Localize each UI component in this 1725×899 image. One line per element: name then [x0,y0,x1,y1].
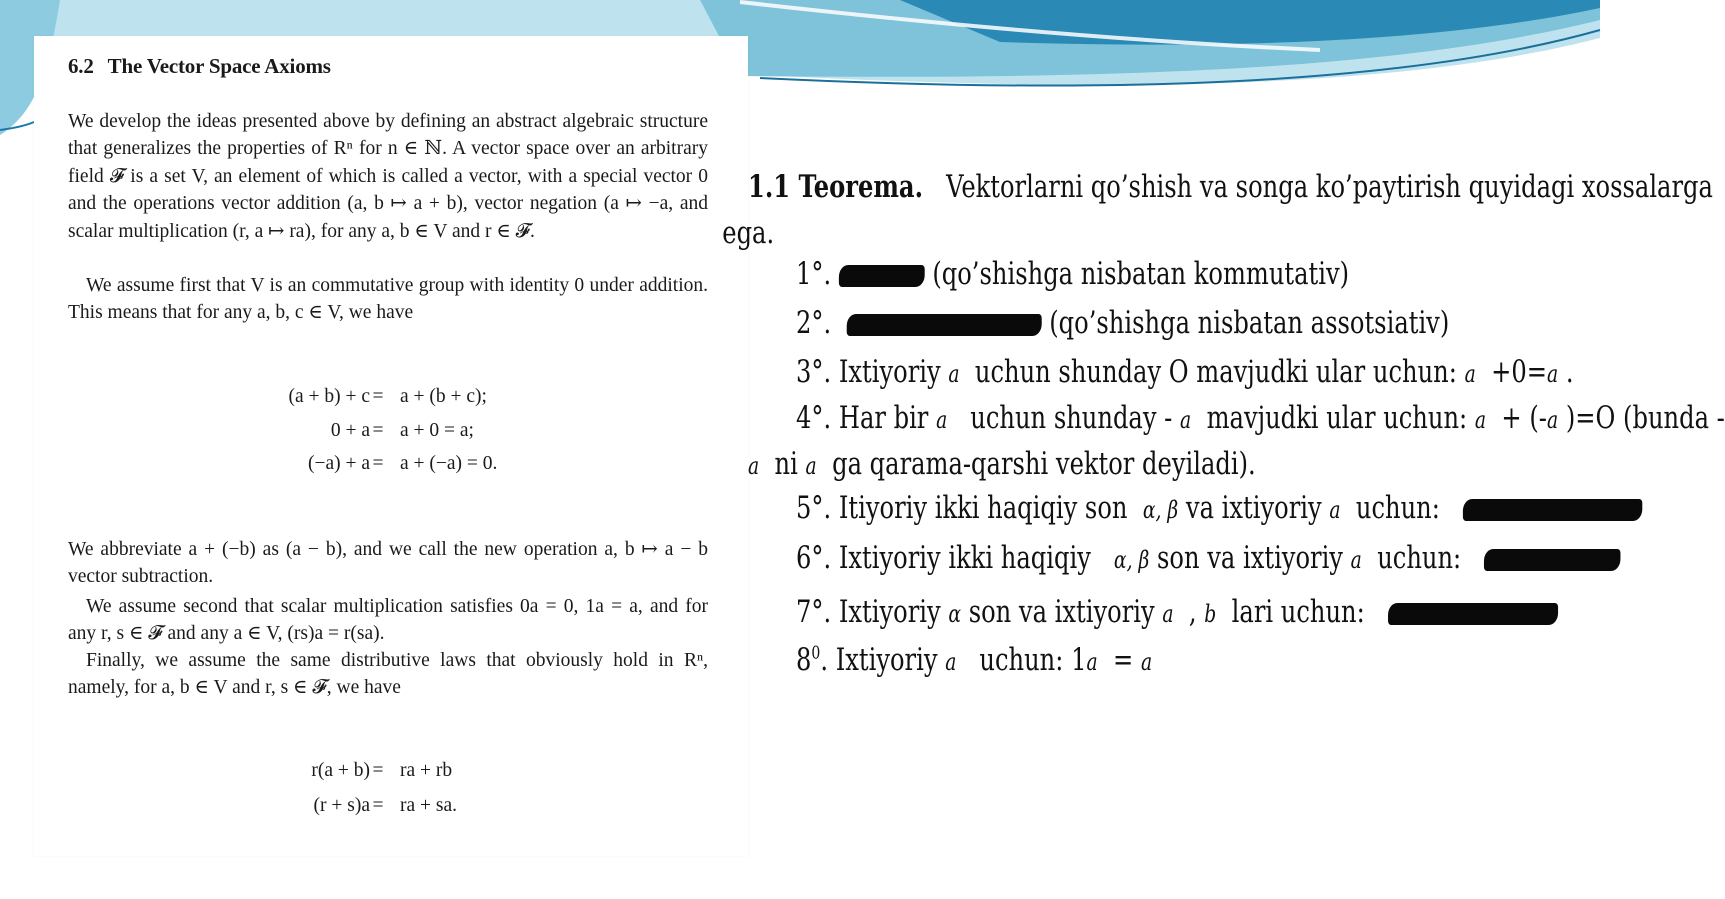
book-page-image [34,36,748,856]
paragraph-subtraction: We abbreviate a + (−b) as (a − b), and we call the new operation a, b ↦ a − b vector subtraction. [68,539,708,588]
theorem-label: 1.1 Teorema. [748,169,924,205]
property-item-8: $8^0$. Ixtiyoriy a uchun: 1a = a [796,642,1153,678]
equation-row: r(a + b) = ra + rb [311,760,453,781]
equation-row: (a + b) + c = a + (b + c); [288,386,487,407]
theorem-text-continued: ega. [722,215,775,251]
property-item-4: 4°. Har bir a uchun shunday - a mavjudki ular uchun: a + (-a )=O (bunda - [796,400,1725,436]
section-title: The Vector Space Axioms [107,54,331,78]
property-item-5: 5°. Itiyoriy ikki haqiqiy son α, β va ixtiyoriy a uchun: [796,490,1642,526]
property-item-3: 3°. Ixtiyoriy a uchun shunday O mavjudki ular uchun: a +0=a . [796,354,1574,390]
paragraph-scalar-multiplication: We assume second that scalar multiplication satisfies 0a = 0, 1a = a, and for any r, s ∈ 𝓕 and any a ∈ V, (rs)a = r(sa). [68,596,708,645]
theorem-text: Vektorlarni qo’shish va songa ko’paytirish quyidagi xossalarga [946,169,1713,205]
theorem-statement [722,164,1713,256]
paragraph-commutative-group: We assume first that V is an commutative group with identity 0 under addition. This means that for any a, b, c ∈ V, we have [68,275,708,324]
property-item-2: 2°. (qo’shishga nisbatan assotsiativ) [796,305,1450,341]
equation-row: 0 + a = a + 0 = a; [330,420,474,441]
formula-image [1484,549,1621,571]
section-heading [68,54,331,79]
property-item-6: 6°. Ixtiyoriy ikki haqiqiy α, β son va ixtiyoriy a uchun: [796,540,1621,576]
section-number: 6.2 [68,54,94,78]
formula-image [839,265,925,287]
formula-image [847,314,1042,336]
equation-row: (−a) + a = a + (−a) = 0. [307,453,498,474]
paragraph-distributive: Finally, we assume the same distributive laws that obviously hold in Rⁿ, namely, for a, b ∈ V and r, s ∈ 𝓕, we have [68,650,708,699]
property-item-4-continued: a ni a ga qarama-qarshi vektor deyiladi). [748,446,1256,482]
paragraph-definition: We develop the ideas presented above by defining an abstract algebraic structure that generalizes the properties of Rⁿ for n ∈ ℕ. A vector space over an arbitrary field 𝓕 is a set V, an element of which is called a vector, with a special vector 0 and the operations vector addition (a, b ↦ a + b), vector negation (a ↦ −a, and scalar multiplication (r, a ↦ ra), for any a, b ∈ V and r ∈ 𝓕. [68,111,708,242]
property-item-7: 7°. Ixtiyoriy α son va ixtiyoriy a , b lari uchun: [796,594,1558,630]
formula-image [1388,603,1558,625]
property-item-1: 1°. (qo’shishga nisbatan kommutativ) [796,256,1350,292]
equation-row: (r + s)a = ra + sa. [313,795,458,816]
formula-image [1463,499,1642,521]
